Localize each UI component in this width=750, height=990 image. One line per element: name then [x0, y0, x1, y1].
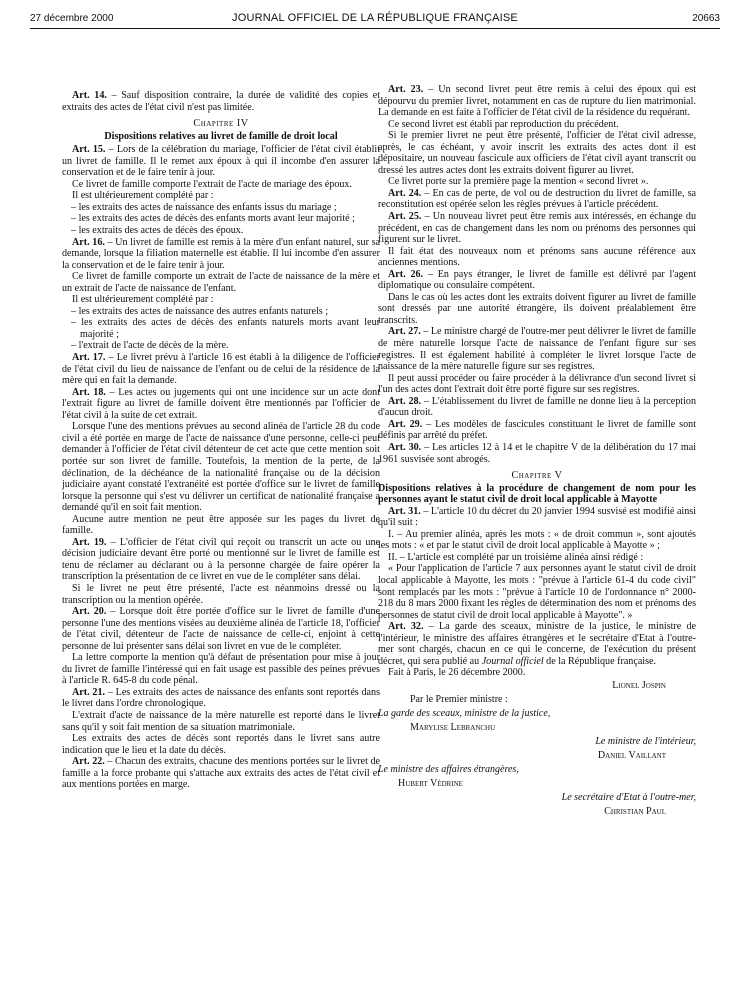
chapter-4-heading: Chapitre IV	[193, 118, 249, 130]
article-14: Art. 14. – Sauf disposition contraire, la durée de validité des copies et extraits des actes de l'état civil n'est pas limitée.	[62, 90, 381, 113]
paragraph: Lorsque l'une des mentions prévues au second alinéa de l'article 28 du code civil a été portée en marge de l'acte de naissance d'une personne, celle-ci peut demander à l'officier de l'état civil détenteur de cet acte que cette mention soit portée sur son livret de famille. Toutefois, la mention de la perte, de la déclination, de la déchéance de la nationalité française ou de la décision judiciaire ayant constaté l'extranéité est portée d'office sur le livret de famille lorsque la personne qui s'est vu délivrer un certificat de nationalité française a demandé qu'il en soit fait mention.	[62, 421, 380, 514]
signer-justice-title: La garde des sceaux, ministre de la justice,	[378, 707, 551, 719]
paragraph: Dans le cas où les actes dont les extraits doivent figurer au livret de famille sont dressés par une autorité étrangère, ils doivent préalablement être transcrits.	[378, 291, 696, 326]
chapter-4-title: Dispositions relatives au livret de famille de droit local	[104, 130, 338, 142]
paragraph: Ce livret porte sur la première page la mention « second livret ».	[388, 176, 649, 188]
header-date: 27 décembre 2000	[30, 13, 114, 24]
article-27: Art. 27. – Le ministre chargé de l'outre-mer peut délivrer le livret de famille de mère naturelle lorsque l'acte de naissance de l'enfant figure sur ses registres. Il est également habilité à compléter le livret lorsque l'acte de naissance de la mère naturelle figure sur ses registres.	[378, 326, 696, 373]
article-18: Art. 18. – Les actes ou jugements qui ont une incidence sur un acte dont l'extrait figure au livret de famille doivent être mentionnés par l'officier de l'état civil à la suite de cet extrait.	[62, 386, 381, 421]
paragraph: Ce livret de famille comporte l'extrait de l'acte de mariage des époux.	[72, 178, 352, 190]
paragraph: Il fait état des nouveaux nom et prénoms sans aucune référence aux anciennes mentions.	[378, 245, 696, 269]
paragraph: Il peut aussi procéder ou faire procéder à la délivrance d'un second livret si l'un des actes dont l'extrait doit être porté figure sur ses registres.	[378, 372, 696, 396]
paragraph: Ce livret de famille comporte un extrait de l'acte de naissance de la mère et un extrait de l'acte de naissance de l'enfant.	[62, 271, 380, 294]
article-28: Art. 28. – L'établissement du livret de famille ne donne lieu à la perception d'aucun droit.	[378, 395, 697, 419]
signer-interieur-title: Le ministre de l'intérieur,	[595, 735, 696, 747]
article-16: Art. 16. – Un livret de famille est remis à la mère d'un enfant naturel, sur sa demande, lorsque la filiation maternelle est établie. Il lui incombe d'en assurer la conservation et de le faire tenir à jour.	[62, 236, 380, 271]
paragraph: Aucune autre mention ne peut être apposée sur les pages du livret de famille.	[62, 513, 380, 537]
list-item: – l'extrait de l'acte de décès de la mère.	[71, 340, 229, 352]
paragraph: Si le livret ne peut être présenté, l'acte est néanmoins dressé ou la transcription ou la mention opérée.	[62, 582, 380, 606]
article-20: Art. 20. – Lorsque doit être portée d'office sur le livret de famille d'une personne l'une des mentions visées au deuxième alinéa de l'article 18, l'officier de l'état civil, détenteur de l'acte de naissance de celle-ci, enjoint à cette personne de lui présenter sans délai son livret en vue de le compléter.	[62, 606, 380, 652]
article-17: Art. 17. – Le livret prévu à l'article 16 est établi à la diligence de l'officier de l'état civil du lieu de naissance de l'enfant ou de celui de la résidence de la mère qui en fait la demande.	[62, 352, 381, 387]
list-item: – les extraits des actes de naissance des autres enfants naturels ;	[71, 305, 329, 317]
list-item: – les extraits des actes de décès des enfants morts avant leur majorité ;	[71, 213, 355, 225]
signer-by-line: Par le Premier ministre :	[410, 693, 508, 705]
signer-affaires-title: Le ministre des affaires étrangères,	[378, 763, 519, 775]
signer-justice-name: Marylise Lebranchu	[410, 721, 496, 733]
paragraph: Il est ultérieurement complété par :	[72, 190, 214, 202]
paragraph: Les extraits des actes de décès sont reportés dans le livret sans autre indication que le lieu et la date du décès.	[62, 733, 380, 756]
paragraph: « Pour l'application de l'article 7 aux personnes ayant le statut civil de droit local applicable à Mayotte, les mots : "prévue à l'article 61-4 du code civil" sont remplacés par les mots : "prévue à l'article 10 de l'ordonnance n° 2000-218 du 8 mars 2000 fixant les règles de détermination des nom et prénoms des personnes de statut civil de droit local applicable à Mayotte". »	[378, 563, 696, 621]
article-22: Art. 22. – Chacun des extraits, chacune des mentions portées sur le livret de famille a la force probante qui s'attache aux extraits des actes de l'état civil et aux mentions portées en marge.	[62, 756, 380, 791]
list-item: – les extraits des actes de naissance des enfants issus du mariage ;	[71, 201, 337, 213]
article-32: Art. 32. – La garde des sceaux, ministre de la justice, le ministre de l'intérieur, le ministre des affaires étrangères et le secrétaire d'Etat à l'outre-mer sont chargés, chacun en ce qui le concerne, de l'exécution du présent décret, qui sera publié au Journal officiel de la République française.	[378, 621, 696, 667]
signer-pm: Lionel Jospin	[612, 679, 666, 691]
article-26: Art. 26. – En pays étranger, le livret de famille est délivré par l'agent diplomatique ou consulaire compétent.	[378, 268, 696, 292]
paragraph: Ce second livret est établi par reproduction du précédent.	[388, 118, 619, 130]
paragraph: La lettre comporte la mention qu'à défaut de présentation pour mise à jour du livret de famille l'intéressé qui en fait usage est passible des peines prévues à l'article R. 645-8 du code pénal.	[62, 652, 380, 687]
chapter-5-title: Dispositions relatives à la procédure de changement de nom pour les personnes ayant le statut civil de droit local applicable à Mayotte	[378, 482, 696, 506]
signature-date: Fait à Paris, le 26 décembre 2000.	[388, 667, 526, 679]
list-item: – les extraits des actes de décès des époux.	[71, 225, 244, 237]
article-24: Art. 24. – En cas de perte, de vol ou de destruction du livret de famille, sa reconstitution est opérée selon les règles prévues à l'article précédent.	[378, 187, 697, 211]
header-page-number: 20663	[692, 13, 720, 24]
header-rule	[30, 28, 720, 29]
signer-outremer-name: Christian Paul	[604, 805, 666, 817]
paragraph: I. – Au premier alinéa, après les mots : « de droit commun », sont ajoutés les mots : « et par le statut civil de droit local applicable à Mayotte » ;	[378, 528, 696, 552]
chapter-5-heading: Chapitre V	[511, 470, 563, 482]
paragraph: II. – L'article est complété par un troisième alinéa ainsi rédigé :	[388, 551, 644, 563]
signer-outremer-title: Le secrétaire d'Etat à l'outre-mer,	[561, 791, 696, 803]
page-header	[30, 10, 720, 26]
article-25: Art. 25. – Un nouveau livret peut être remis aux intéressés, en échange du précédent, en cas de changement dans les nom ou prénoms des personnes qui figurent sur le livret.	[378, 211, 696, 246]
signer-interieur-name: Daniel Vaillant	[597, 749, 666, 761]
paragraph: L'extrait d'acte de naissance de la mère naturelle est reporté dans le livret sans qu'il y soit fait mention de sa situation matrimoniale.	[62, 709, 380, 733]
header-journal-title: JOURNAL OFFICIEL DE LA RÉPUBLIQUE FRANÇAISE	[232, 12, 518, 24]
list-item: – les extraits des actes de décès des enfants naturels morts avant leur majorité ;	[71, 317, 380, 340]
article-15: Art. 15. – Lors de la célébration du mariage, l'officier de l'état civil établit un livret de famille. Il le remet aux époux à qui il incombe d'en assurer la conservation et de le faire tenir à jour.	[62, 144, 381, 179]
paragraph: Si le premier livret ne peut être présenté, l'officier de l'état civil adresse, après, le cas échéant, y avoir inscrit les extraits des actes dont il est dépositaire, un nouveau fascicule aux officiers de l'état civil ayant transcrit ou dressé les autres actes dont les extraits doivent figurer au livret.	[378, 130, 696, 176]
article-29: Art. 29. – Les modèles de fascicules constituant le livret de famille sont définis par arrêté du préfet.	[378, 418, 696, 442]
right-column	[378, 84, 696, 819]
article-19: Art. 19. – L'officier de l'état civil qui reçoit ou transcrit un acte ou une décision judiciaire devant être porté ou mentionné sur le livret de famille est tenu de réclamer au déclarant ou à la personne chargée de faire opérer la transcription la présentation de ce livret en vue de le compléter sans délai.	[62, 536, 380, 583]
article-21: Art. 21. – Les extraits des actes de naissance des enfants sont reportés dans le livret dans l'ordre chronologique.	[62, 686, 381, 710]
signatures	[378, 679, 696, 819]
signer-affaires-name: Hubert Védrine	[398, 777, 463, 789]
article-30: Art. 30. – Les articles 12 à 14 et le chapitre V de la délibération du 17 mai 1961 susvisée sont abrogés.	[378, 441, 696, 465]
article-31: Art. 31. – L'article 10 du décret du 20 janvier 1994 susvisé est modifié ainsi qu'il suit :	[378, 505, 697, 529]
paragraph: Il est ultérieurement complété par :	[72, 294, 214, 306]
left-column	[62, 90, 380, 791]
article-23: Art. 23. – Un second livret peut être remis à celui des époux qui est dépourvu du premier livret, notamment en cas de rupture du lien matrimonial. La demande en est faite à l'officier de l'état civil de la résidence du requérant.	[378, 84, 697, 119]
